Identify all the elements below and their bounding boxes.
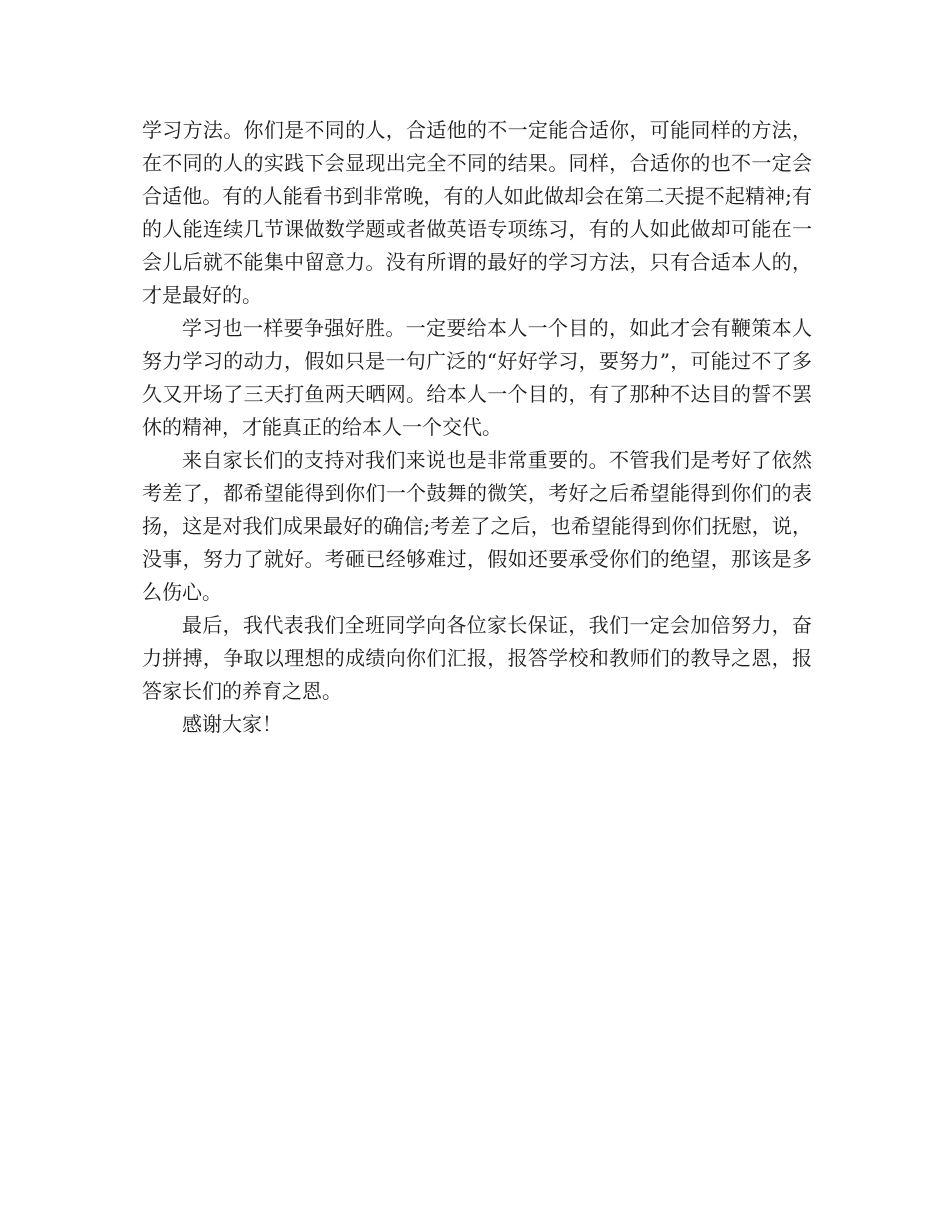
paragraph-parent-support: 来自家长们的支持对我们来说也是非常重要的。不管我们是考好了依然考差了，都希望能得到你们一个鼓舞的微笑，考好之后希望能得到你们的表扬，这是对我们成果最好的确信;考差了之后，也希望能得到你们抚慰，说，没事，努力了就好。考砸已经够难过，假如还要承受你们的绝望，那该是多么伤心。 [142,448,812,604]
paragraph-learning-method: 学习方法。你们是不同的人，合适他的不一定能合适你，可能同样的方法，在不同的人的实践下会显现出完全不同的结果。同样，合适你的也不一定会合适他。有的人能看书到非常晚，有的人如此做却会在第二天提不起精神;有的人能连续几节课做数学题或者做英语专项练习，有的人如此做却可能在一会儿后就不能集中留意力。没有所谓的最好的学习方法，只有合适本人的，才是最好的。 [142,118,812,307]
paragraph-thanks: 感谢大家！ [182,712,282,736]
document-body [142,114,812,741]
paragraph-pledge: 最后，我代表我们全班同学向各位家长保证，我们一定会加倍努力，奋力拼搏，争取以理想的成绩向你们汇报，报答学校和教师们的教导之恩，报答家长们的养育之恩。 [142,613,812,703]
paragraph-set-goals: 学习也一样要争强好胜。一定要给本人一个目的，如此才会有鞭策本人努力学习的动力，假如只是一句广泛的“好好学习，要努力”，可能过不了多久又开场了三天打鱼两天晒网。给本人一个目的，有了那种不达目的誓不罢休的精神，才能真正的给本人一个交代。 [142,316,812,439]
